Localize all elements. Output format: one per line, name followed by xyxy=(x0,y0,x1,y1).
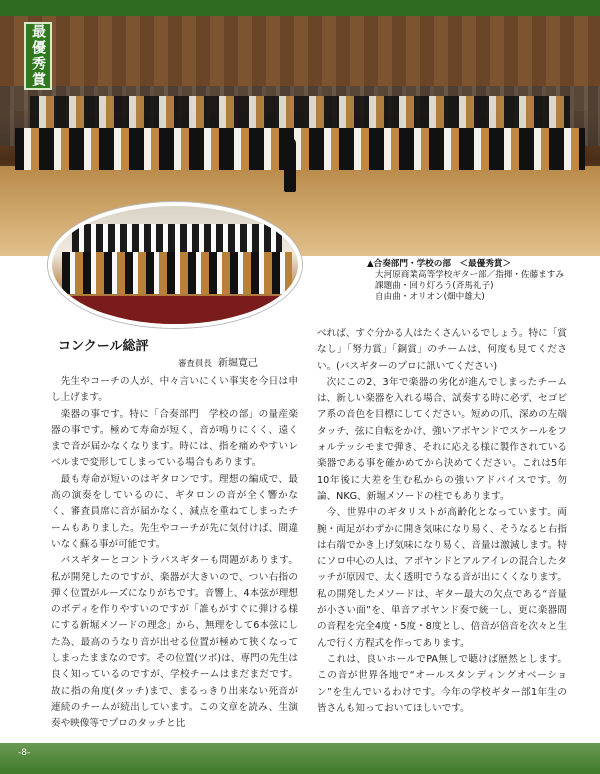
article-column-right xyxy=(317,326,567,717)
paragraph: 次にこの2、3年で楽器の劣化が進んでしまったチームは、新しい楽器を入れる場合、試奏する時に必ず、セゴビア系の音色を目標にしてください。短めの爪、深めの左端タッチ、弦に自転をかけ、強いアポヤンドでスケールをフォルテッシモまで弾き、それに応える様に製作されている楽器である事を確かめてから決めてください。これは5年10年後に大差を生む私からの強いアドバイスです。勿論、NKG、新堀メソードの柱でもあります。 xyxy=(317,376,567,502)
paragraph: バスギターとコントラバスギターも問題があります。私が開発したのですが、楽器が大きいので、つい右指の弾く位置がルーズになりがちです。音響上、4本弦が理想のボディを作りやすいのですが「誰もがすぐに弾ける様にする新堀メソードの理念」から、無理をして6本弦にした為、最高のうなり音が出せる位置が極めて狭くなってしまったままなのです。その位置(ツボ)は、専門の先生は良く知っているのですが、学校チームはまだまだです。故に指の角度(タッチ)まで、まるっきり出来ない死音が連続のチームが続出しています。この文章を読み、生演奏や映像等でプロのタッチと比 xyxy=(51,555,298,730)
group-portrait-photo xyxy=(48,202,302,328)
caption-group-line: 大河原商業高等学校ギター部／指揮・佐藤ますみ xyxy=(375,270,564,280)
article-author xyxy=(178,354,258,369)
portrait-back-row xyxy=(72,224,282,254)
paragraph: 楽器の事です。特に「合奏部門 学校の部」の量産楽器の事です。極めて寿命が短く、音が鳴りにくく、遠くまで音が届かなくなります。時には、指を痛めやすいレベルまで変形してしまっている場合もあります。 xyxy=(51,408,298,469)
top-color-bar xyxy=(0,0,600,16)
caption-free-piece-line: 自由曲・オリオン(畑中雄大) xyxy=(375,292,485,302)
page-number: -8- xyxy=(18,748,31,758)
paragraph: 先生やコーチの人が、中々言いにくい事実を今日は申し上げます。 xyxy=(51,376,298,404)
award-badge: 最優秀賞 xyxy=(24,22,52,90)
photo-caption xyxy=(367,259,599,303)
author-name: 新堀寛己 xyxy=(218,358,259,369)
paragraph: これは、良いホールでPA無しで聴けば歴然とします。この音が世界各地で“オールスタンディングオベーション”を生んでいるわけです。今年の学校ギター部1年生の皆さんも知っておいてほしいです。 xyxy=(317,653,567,714)
conductor-figure xyxy=(284,138,296,192)
portrait-front-row xyxy=(62,252,292,294)
caption-set-piece-line: 課題曲・回り灯ろう(斉馬礼子) xyxy=(375,281,494,291)
paragraph: 最も寿命が短いのはギタロンです。理想の編成で、最高の演奏をしているのに、ギタロンの音が全く響かなく、審査員席に音が届かなく、減点を重ねてしまったチームもありました。先生やコーチが先に気付けば、間違いなく蘇る事が可能です。 xyxy=(51,473,298,550)
article-column-left xyxy=(51,374,298,733)
guitar-ensemble-front-row xyxy=(15,128,585,170)
paragraph: 今、世界中のギタリストが高齢化となっています。両腕・両足がわずかに開き気味になり易く、そうなると右指は右端でかき上げ気味になり易く、音量は激減します。特にソロ中心の人は、アポヤンドとアルアイレの混合したタッチが原因で、太く透明でうなる音が出にくくなります。私の開発したメソードは、ギター最大の欠点である“音量が小さい面”を、単音アポヤンド奏で統一し、更に楽器間の音程を完全4度・5度・8度とし、倍音が倍音を次々と生んで行く方程式を作ってあります。 xyxy=(317,507,567,649)
article-title: コンクール総評 xyxy=(58,339,149,354)
author-role: 審査員長 xyxy=(178,359,213,369)
portrait-stage-floor xyxy=(52,296,302,326)
footer-color-bar xyxy=(0,743,600,774)
paragraph: べれば、すぐ分かる人はたくさんいるでしょう。特に「賞なし」「努力賞」「銅賞」のチームは、何度も見てください。(バスギターのプロに訊いてください) xyxy=(317,328,567,372)
caption-award-line: ▲合奏部門・学校の部 ＜最優秀賞＞ xyxy=(367,259,512,269)
